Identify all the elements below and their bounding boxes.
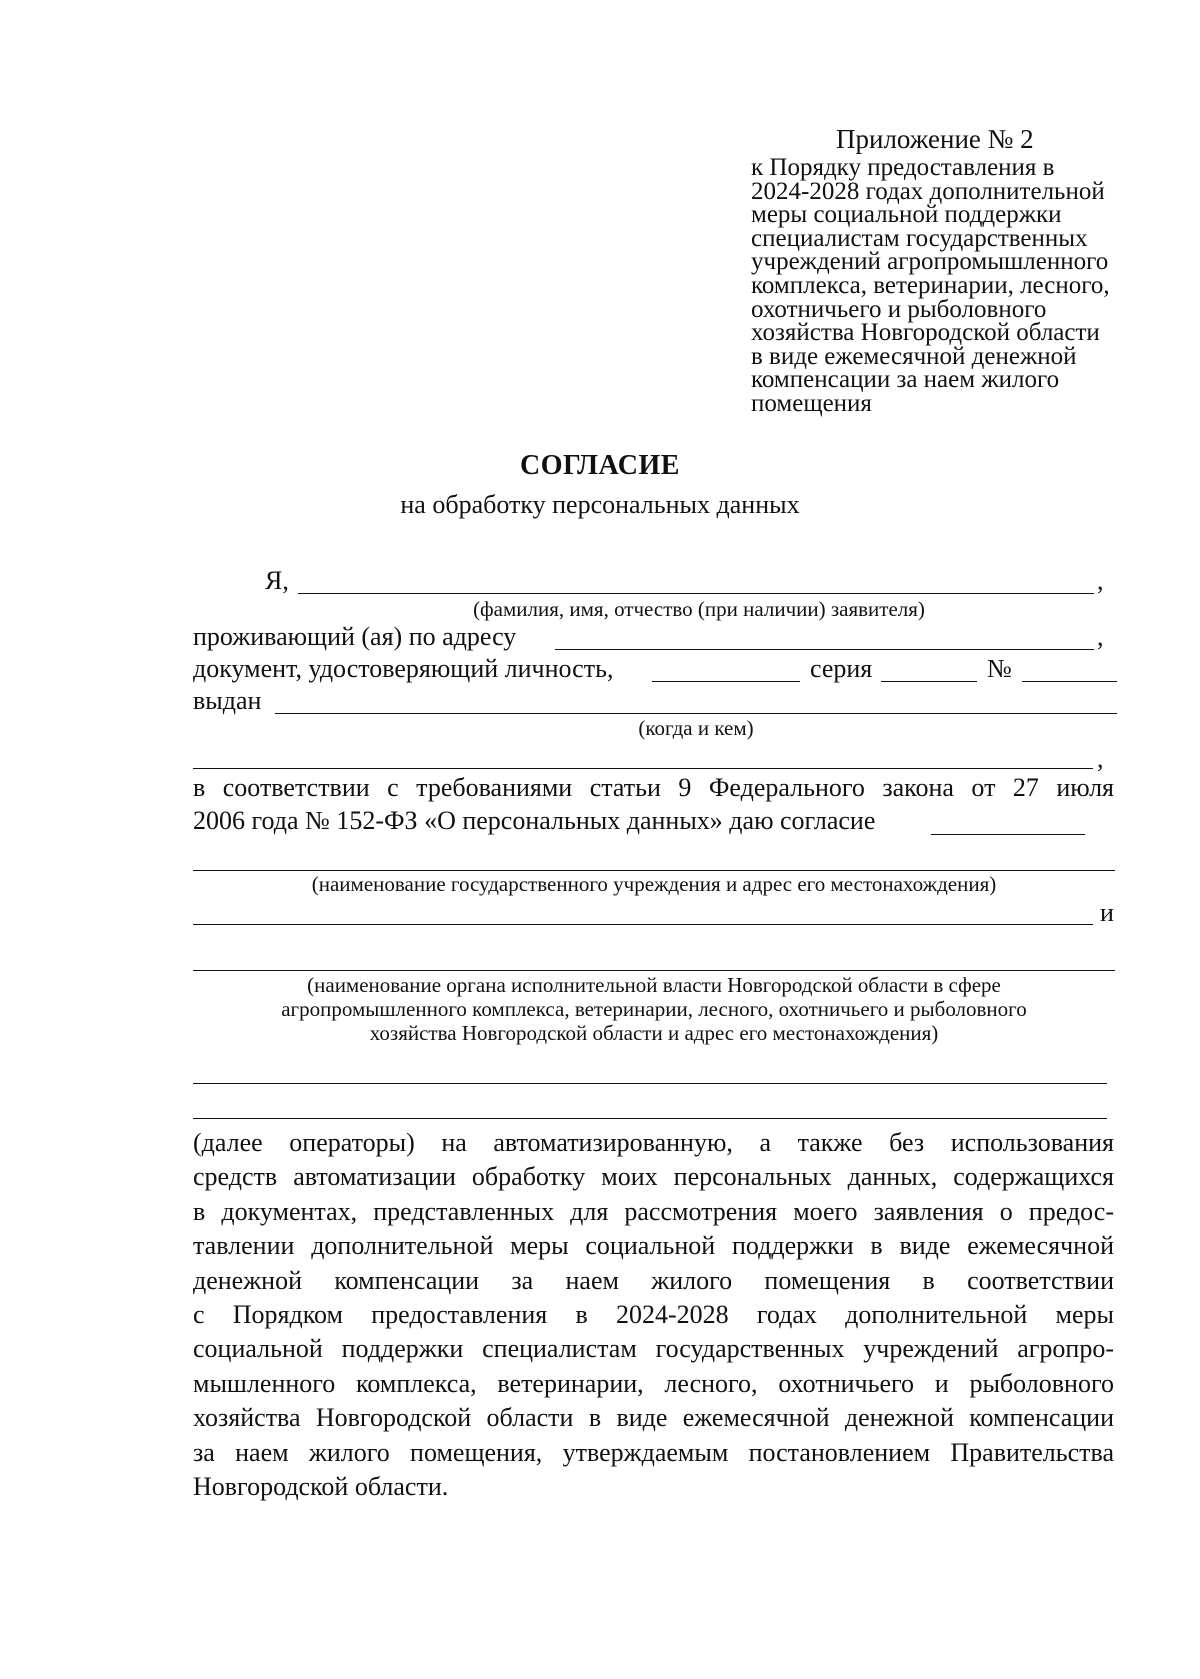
appendix-line: компенсации за наем жилого [751,366,1060,394]
series-field[interactable] [881,681,977,682]
paragraph-line: мышленного комплекса, ветеринарии, лесного, охотничьего и рыболовного [193,1368,1114,1398]
document-subtitle: на обработку персональных данных [400,490,800,519]
institution-hint: (наименование государственного учреждения и адрес его местонахождения) [311,872,997,896]
authority-hint: хозяйства Новгородской области и адрес его местонахождения) [369,1021,939,1045]
appendix-line: хозяйства Новгородской области [751,319,1100,347]
paragraph-line: (далее операторы) на автоматизированную, а также без использования [193,1128,1114,1157]
authority-field[interactable] [193,970,1115,971]
issued-field[interactable] [275,713,1117,714]
paragraph-line: за наем жилого помещения, утверждаемым постановлением Правительства [193,1437,1114,1467]
appendix-line: в виде ежемесячной денежной [751,342,1077,370]
number-label: № [987,654,1012,683]
operator-field-1[interactable] [193,1083,1107,1084]
consent-recipient-field[interactable] [931,834,1085,835]
paragraph-line: Новгородской области. [193,1471,449,1501]
comma: , [1097,744,1104,773]
law-text-line: в соответствии с требованиями статьи 9 Федерального закона от 27 июля [193,773,1114,802]
and-label: и [1100,898,1114,927]
appendix-line: 2024-2028 годах дополнительной [751,177,1105,205]
paragraph-line: с Порядком предоставления в 2024-2028 годах дополнительной меры [193,1299,1114,1329]
authority-hint: (наименование органа исполнительной власти Новгородской области в сфере [307,973,1001,997]
issued-label: выдан [193,686,262,715]
issued-continuation-field[interactable] [193,768,1093,769]
id-document-type-field[interactable] [652,681,800,682]
paragraph-line: социальной поддержки специалистам государственных учреждений агропро- [193,1334,1114,1364]
document-title: СОГЛАСИЕ [520,450,680,481]
appendix-line: комплекса, ветеринарии, лесного, [751,271,1110,299]
address-label: проживающий (ая) по адресу [193,622,517,651]
appendix-line: к Порядку предоставления в [751,154,1055,181]
paragraph-line: хозяйства Новгородской области в виде ежемесячной денежной компенсации [193,1403,1114,1433]
appendix-line: специалистам государственных [751,224,1088,252]
appendix-line: учреждений агропромышленного [751,248,1109,276]
series-label: серия [810,654,873,683]
comma: , [1097,566,1104,595]
i-label: Я, [265,566,289,595]
issued-hint: (когда и кем) [638,716,754,740]
paragraph-line: тавлении дополнительной меры социальной поддержки в виде ежемесячной [193,1231,1114,1261]
number-field[interactable] [1022,681,1117,682]
id-document-label: документ, удостоверяющий личность, [193,654,614,683]
paragraph-line: денежной компенсации за наем жилого помещения в соответствии [193,1265,1114,1295]
fio-field[interactable] [298,593,1094,594]
operator-field-2[interactable] [193,1118,1107,1119]
appendix-reference [751,156,1151,416]
appendix-line: помещения [751,389,872,417]
appendix-line: охотничьего и рыболовного [751,295,1047,323]
authority-hint: агропромышленного комплекса, ветеринарии, лесного, охотничьего и рыболовного [281,997,1027,1021]
paragraph-line: в документах, представленных для рассмотрения моего заявления о предос- [193,1196,1114,1226]
paragraph-line: средств автоматизации обработку моих персональных данных, содержащихся [193,1162,1114,1192]
address-field[interactable] [555,649,1094,650]
law-text-line: 2006 года № 152-ФЗ «О персональных данных» даю согласие [193,806,876,835]
consent-paragraph [193,1128,1114,1506]
comma: , [1097,622,1104,651]
fio-hint: (фамилия, имя, отчество (при наличии) заявителя) [473,597,925,621]
appendix-line: меры социальной поддержки [751,201,1062,229]
institution-field[interactable] [193,870,1115,871]
appendix-number: Приложение № 2 [836,124,1034,154]
institution-address-field[interactable] [193,924,1093,925]
